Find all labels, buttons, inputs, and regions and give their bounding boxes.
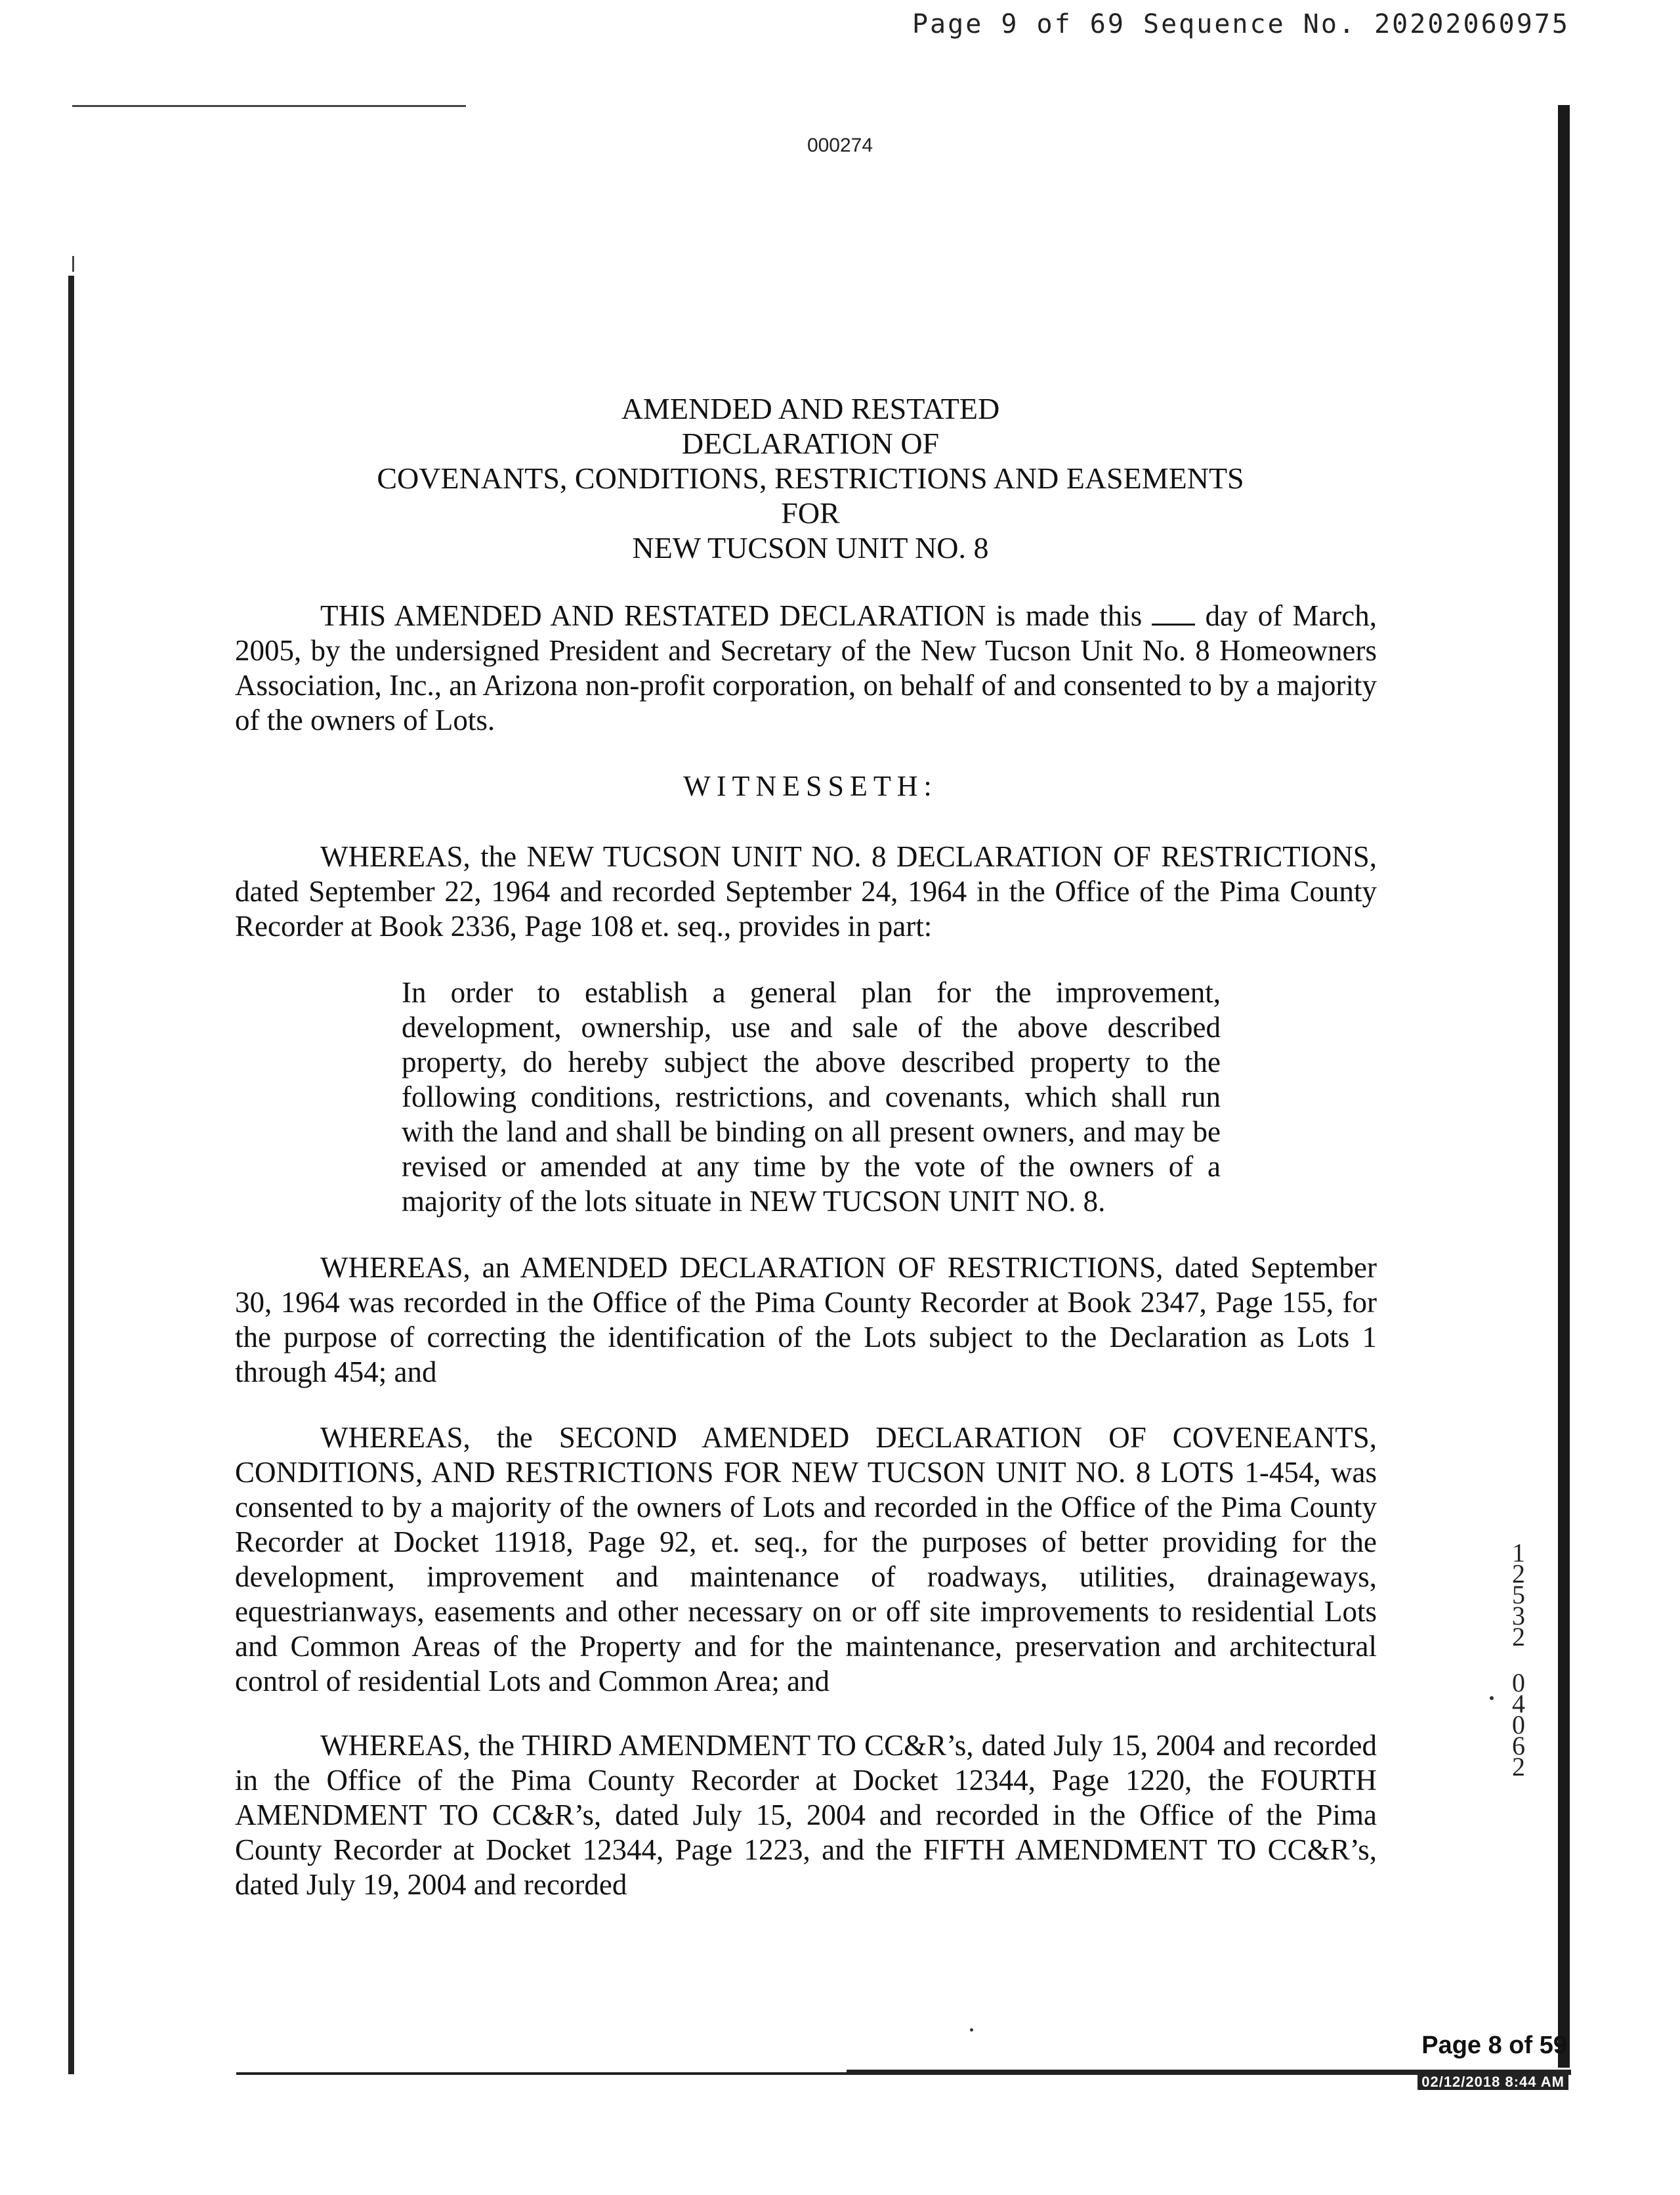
- footer-page-label: Page 8 of 59: [1421, 2032, 1567, 2059]
- title-line-4: FOR: [781, 496, 840, 530]
- top-rule: [72, 105, 466, 107]
- recording-stamp: Page 9 of 69 Sequence No. 20202060975: [912, 9, 1570, 39]
- side-docket-number: [1505, 1538, 1532, 1652]
- side-page-number: [1505, 1668, 1532, 1781]
- whereas-paragraph-4: WHEREAS, the THIRD AMENDMENT TO CC&R’s, dated July 15, 2004 and recorded in the Office of the Pima County Recorder at Docket 12344, Page 1220, the FOURTH AMENDMENT TO CC&R’s, dated July 15, 2004 and recorded in the Office of the Pima County Recorder at Docket 12344, Page 1223, and the FIFTH AMENDMENT TO CC&R’s, dated July 19, 2004 and recorded: [235, 1729, 1377, 1901]
- document-title: [0, 391, 1621, 565]
- scan-speck: [970, 2028, 973, 2032]
- intro-text-end: day of March, 2005, by the undersigned President and Secretary of the New Tucson Unit No. 8 Homeowners Association, Inc., an Arizona non-profit corporation, on behalf of and consented to by a majority of the owners of Lots.: [235, 599, 1377, 736]
- margin-dot: [1490, 1696, 1494, 1700]
- witnesseth-heading: WITNESSETH:: [683, 770, 938, 802]
- document-code: 000274: [807, 135, 873, 156]
- intro-text-start: THIS AMENDED AND RESTATED DECLARATION is made this: [320, 599, 1143, 632]
- title-line-3: COVENANTS, CONDITIONS, RESTRICTIONS AND EASEMENTS: [377, 461, 1244, 495]
- side-docket-digits: 1 2 5 3 2: [1512, 1538, 1525, 1652]
- intro-paragraph: [235, 599, 1377, 738]
- footer-date: 02/12/2018 8:44 AM: [1418, 2074, 1568, 2090]
- title-line-2: DECLARATION OF: [681, 427, 940, 460]
- block-quote: In order to establish a general plan for the improvement, development, ownership, use and sale of the above described property, do hereby subject the above described property to the following conditions, restrictions, and covenants, which shall run with the land and shall be binding on all present owners, and may be revised or amended at any time by the vote of the owners of a majority of the lots situate in NEW TUCSON UNIT NO. 8.: [402, 976, 1221, 1218]
- whereas-paragraph-1: WHEREAS, the NEW TUCSON UNIT NO. 8 DECLARATION OF RESTRICTIONS, dated September 22, 1964 and recorded September 24, 1964 in the Office of the Pima County Recorder at Book 2336, Page 108 et. seq., provides in part:: [235, 840, 1377, 943]
- whereas-paragraph-2: WHEREAS, an AMENDED DECLARATION OF RESTRICTIONS, dated September 30, 1964 was recorded in the Office of the Pima County Recorder at Book 2347, Page 155, for the purpose of correcting the identification of the Lots subject to the Declaration as Lots 1 through 454; and: [235, 1251, 1377, 1388]
- title-line-1: AMENDED AND RESTATED: [621, 392, 1000, 425]
- title-line-5: NEW TUCSON UNIT NO. 8: [632, 531, 989, 565]
- date-blank: [1152, 600, 1195, 626]
- whereas-paragraph-3: WHEREAS, the SECOND AMENDED DECLARATION OF COVENEANTS, CONDITIONS, AND RESTRICTIONS FOR NEW TUCSON UNIT NO. 8 LOTS 1-454, was consented to by a majority of the owners of Lots and recorded in the Office of the Pima County Recorder at Docket 11918, Page 92, et. seq., for the purposes of better providing for the development, improvement and maintenance of roadways, utilities, drainageways, equestrianways, easements and other necessary on or off site improvements to residential Lots and Common Areas of the Property and for the maintenance, preservation and architectural control of residential Lots and Common Area; and: [235, 1421, 1377, 1697]
- side-page-digits: 0 4 0 6 2: [1512, 1668, 1525, 1781]
- left-margin-tick: [72, 256, 74, 272]
